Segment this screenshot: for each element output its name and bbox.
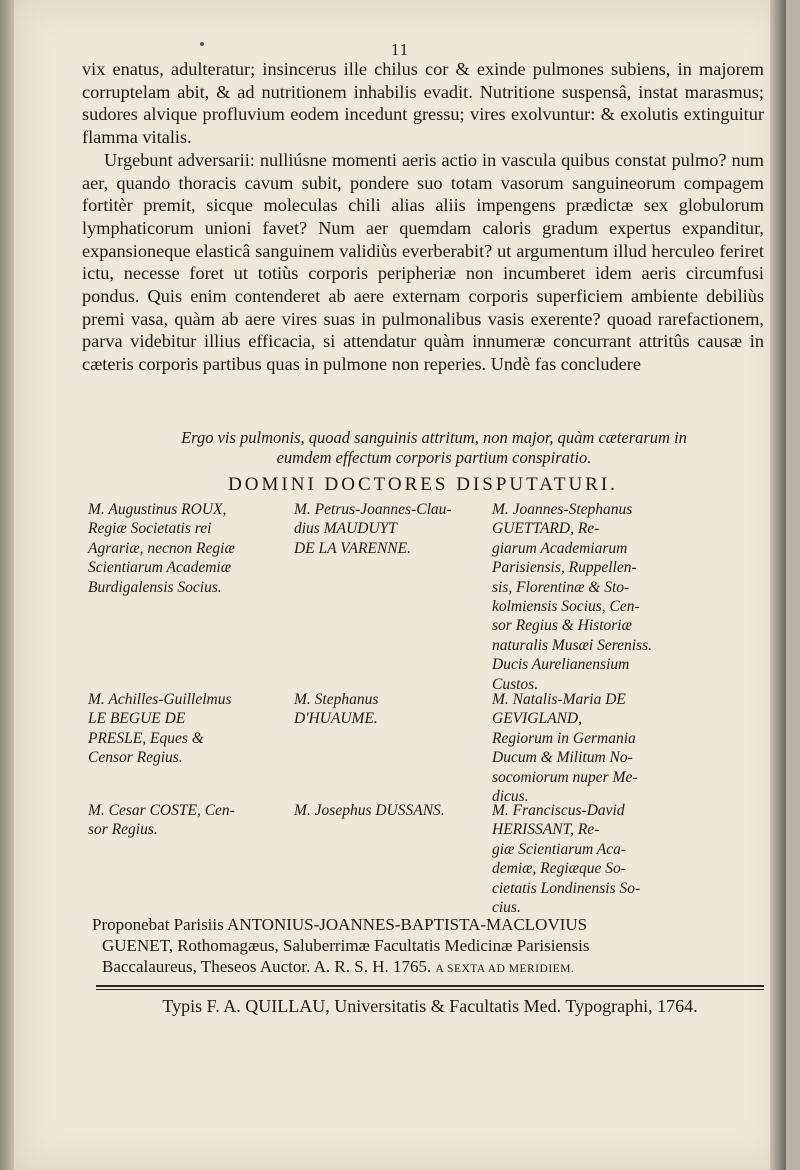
doctor-entry: M. Stephanus D'HUAUME. [294, 691, 379, 728]
conclusion [104, 428, 764, 468]
doctor-entry: M. Cesar COSTE, Cen- sor Regius. [88, 802, 235, 839]
paragraph-1: vix enatus, adulteratur; insincerus ille chilus cor & exinde pulmones subiens, in majorem corruptelam abit, & ad nutritionem inhabilis evadit. Nutritione suspensâ, instat marasmus; sudores alvique profluvium eodem incedunt gressu; vires exolvuntur: & exolutis extinguitur flamma vitalis. [82, 59, 764, 148]
doctor-entry: M. Augustinus ROUX, Regiæ Societatis rei Agrariæ, necnon Regiæ Scientiarum Academiæ Burdigalensis Socius. [88, 501, 235, 596]
proponebat-block [92, 914, 770, 980]
body-text [82, 58, 764, 376]
conclusion-line-2: eumdem effectum corporis partium conspiratio. [276, 448, 592, 467]
doctor-entry: M. Josephus DUSSANS. [294, 802, 445, 819]
divider-rule-thin [96, 989, 764, 990]
proponebat-line-3 [92, 956, 770, 980]
doctors-heading: DOMINI DOCTORES DISPUTATURI. [228, 474, 618, 495]
proponebat-line-1: Proponebat Parisiis ANTONIUS-JOANNES-BAPTISTA-MACLOVIUS [92, 915, 588, 934]
page-edge [770, 0, 786, 1170]
conclusion-line-1: Ergo vis pulmonis, quoad sanguinis attritum, non major, quàm cæterarum in [181, 428, 687, 447]
doctor-entry: M. Natalis-Maria DE GEVIGLAND, Regiorum in Germania Ducum & Militum No- socomiorum nuper Me- dicus. [492, 691, 638, 806]
doctor-entry: M. Achilles-Guillelmus LE BEGUE DE PRESLE, Eques & Censor Regius. [88, 691, 232, 767]
proponebat-time: A SEXTA AD MERIDIEM. [435, 963, 575, 975]
paragraph-2: Urgebunt adversarii: nulliúsne momenti aeris actio in vascula quibus constat pulmo? num aer, quando thoracis cavum subit, pondere suo totam vasorum sanguineorum compagem fortitèr premit, sicque moleculas chili alias aliis impengens prædictæ sex globulorum lymphaticorum unioni favet? Num aer quemdam caloris gradum expertus expanditur, expansioneque elasticâ sanguinem validiùs everberabit? ut argumentum illud herculeo feriret ictu, necesse foret ut totiùs corporis peripheriæ non incumberet idem aeris circumfusi pondus. Quis enim contenderet ab aere externam corporis superficiem ambiente debiliùs premi vasa, quàm ab aere vires suas in pulmonalibus vasis exerente? quoad rarefactionem, parva videbitur illius efficacia, si attendatur quàm innumeræ concurrant attritûs causæ in cæteris corporis partibus quas in pulmone non reperies. Undè fas concludere [82, 149, 764, 375]
doctor-entry: M. Joannes-Stephanus GUETTARD, Re- giarum Academiarum Parisiensis, Ruppellen- sis, Florentinæ & Sto- kolmiensis Socius, Cen- sor Regius & Historiæ naturalis Musæi Sereniss. Ducis Aurelianensium Custos. [492, 501, 653, 693]
doctor-entry: M. Franciscus-David HERISSANT, Re- giæ Scientiarum Aca- demiæ, Regiæque So- cietatis Londinensis So- cius. [492, 802, 641, 917]
printer-imprint: Typis F. A. QUILLAU, Universitatis & Facultatis Med. Typographi, 1764. [162, 996, 698, 1016]
book-page [14, 0, 786, 1170]
proponebat-line-2: GUENET, Rothomagæus, Saluberrimæ Facultatis Medicinæ Parisiensis [102, 936, 590, 955]
proponebat-line-3-main: Baccalaureus, Theseos Auctor. A. R. S. H. 1765. [102, 957, 432, 976]
page-number: 11 [390, 40, 410, 59]
doctor-entry: M. Petrus-Joannes-Clau- dius MAUDUYT DE LA VARENNE. [294, 501, 452, 557]
divider-rule [96, 985, 764, 987]
